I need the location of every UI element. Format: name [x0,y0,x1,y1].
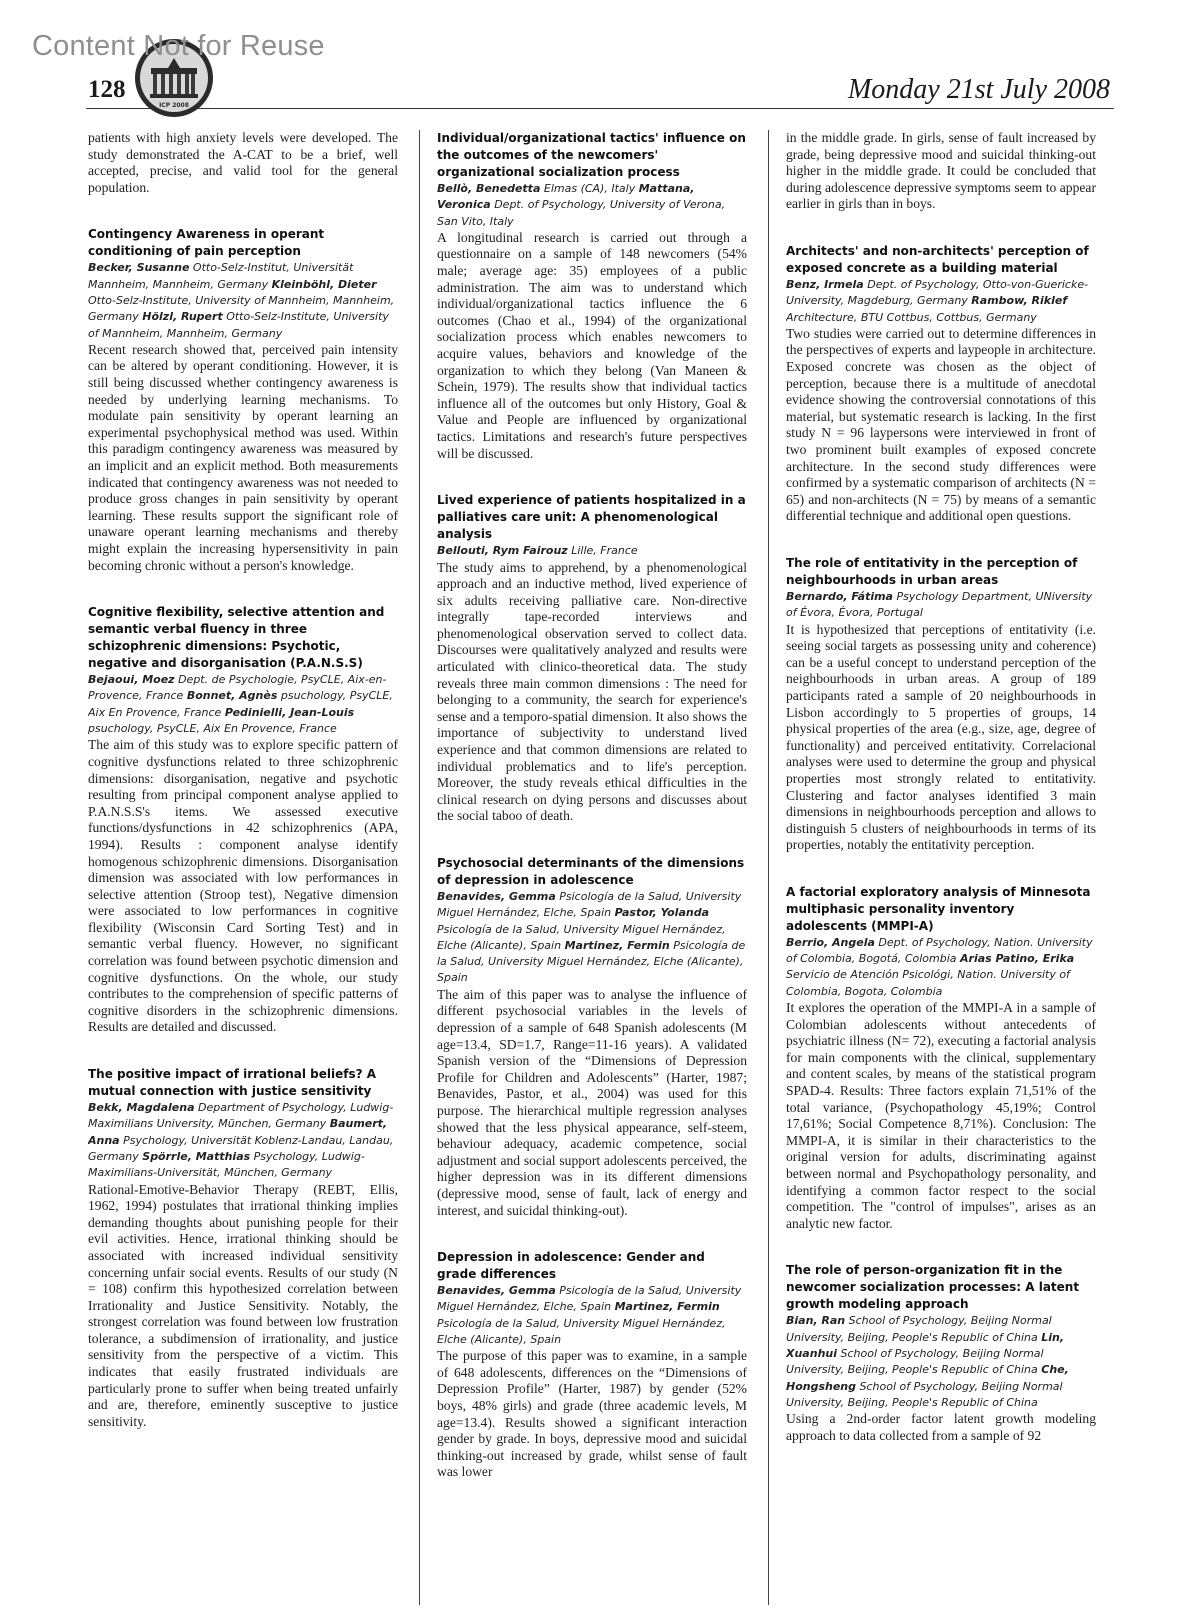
abstract-entry [88,226,398,574]
abstract-entry [437,855,747,1219]
abstract-body: The study aims to apprehend, by a phenomenological approach and an inductive method, lived experience of six adults receiving palliative care. Non-directive integrally tape-recorded interviews and phenomenological observation served to collect data. Discourses were qualitatively analyzed and results were articulated with clinico-theoretical data. The study reveals three main common dimensions : The need for belonging to a community, the search for experience's sense and a temporo-spatial dimension. It also shows the importance of subjectivity to understand lived experience and that common dimensions are related to individual problematics and to life's perception. Moreover, the study reveals ethical difficulties in the clinical research on dying persons and discusses about the social taboo of death. [437,559,747,824]
abstract-authors [786,935,1096,1000]
abstract-body: in the middle grade. In girls, sense of fault increased by grade, being depressive mood and suicidal thinking-out higher in the middle grade. It could be concluded that during adolescence depressive symptoms seem to appear earlier in girls than in boys. [786,130,1096,212]
abstract-body: Rational-Emotive-Behavior Therapy (REBT, Ellis, 1962, 1994) postulates that irrational thinking implies demanding thoughts about punishing people for their evil activities. Hence, irrational thinking should be associated with increased individual sensitivity concerning unfair social events. Results of our study (N = 108) confirm this hypothesized correlation between Irrationality and Justice Sensitivity. Notably, the strongest correlation was found between low frustration tolerance, a subdimension of irrationality, and justice sensitivity from the perspective of a victim. This indicates that easily frustrated individuals are particularly prone to suffer when being treated unfairly and are, therefore, eminently susceptive to justice sensitivity. [88,1181,398,1429]
abstract-authors [88,672,398,737]
author-name: Bellouti, Rym Fairouz [437,544,568,558]
abstract-authors [88,1100,398,1181]
abstract-title: The positive impact of irrational beliefs? A mutual connection with justice sensitivity [88,1067,377,1099]
author-affiliation: Dept. de Psychologie, PsyCLE, Aix-en-Provence, France [88,673,387,703]
abstract-entry [786,1262,1096,1444]
author-name: Benz, Irmela [786,277,864,291]
abstract-authors [437,889,747,987]
abstract-authors [437,1283,747,1348]
abstract-entry [786,555,1096,854]
abstract-entry [786,243,1096,525]
author-name: Bekk, Magdalena [88,1101,195,1115]
abstract-body: It is hypothesized that perceptions of entitativity (i.e. seeing social targets as possessing unity and coherence) can be a useful concept to understand perception of the neighbourhoods in urban areas. A group of 189 participants rated a sample of 20 neighbourhoods in Lisbon accordingly to 5 properties of groups, 14 physical properties of the area (e.g., size, age, degree of functionality) and perceived entitativity. Correlacional analyses were used to determine the group and physical properties most strongly related to entitativity. Clustering and factor analyses identified 3 main dimensions in neighbourhoods perception and allows to distinguish 5 clusters of neighbourhoods in terms of its properties, notably the entitativity perception. [786,621,1096,853]
author-name: Lin, Xuanhui [786,1330,1065,1360]
abstract-authors [88,260,398,341]
abstract-authors [786,277,1096,326]
abstract-entry [437,1249,747,1481]
abstract-entry [88,604,398,1036]
author-name: Baumert, Anna [88,1117,388,1147]
abstract-title: The role of entitativity in the perception of neighbourhoods in urban areas [786,555,1078,587]
column-right [786,130,1096,1605]
abstract-body: Recent research showed that, perceived pain intensity can be altered by operant conditioning. However, it is still being discussed whether contingency awareness is needed by underlying learning mechanisms. To modulate pain sensitivity by operant learning an experimental psychophysical method was used. Within this paradigm contingency awareness was measured by an implicit and an explicit method. Both measurements indicated that contingency awareness was not needed to produce gross changes in pain sensitivity by operant learning. These results support the significant role of unaware operant learning mechanisms and thereby might explain the increasing hypersensitivity in pain becoming chronic without a person's knowledge. [88,341,398,573]
author-affiliation: Psicología de la Salud, University Miguel Hernández, Elche (Alicante), Spain [437,938,746,985]
author-affiliation: Otto-Selz-Institute, University of Mannheim, Mannheim, Germany [88,310,389,340]
abstract-entry [88,130,398,196]
author-name: Benavides, Gemma [437,1284,556,1298]
author-name: Bian, Ran [786,1314,846,1328]
abstract-title: A factorial exploratory analysis of Minnesota multiphasic personality inventory adolescents (MMPI-A) [786,884,1091,933]
author-name: Arias Patino, Erika [960,952,1075,966]
abstract-authors [786,1313,1096,1411]
abstract-body: It explores the operation of the MMPI-A in a sample of Colombian adolescents without antecedents of psychiatric illness (N= 72), executing a factorial analysis for main components with the clinical, supplementary and content scales, by means of the statistical program SPAD-4. Results: Three factors explain 71,51% of the total variance, (Psychopathology 45,19%; Control 17,61%; Social Competence 8,71%). Conclusion: The MMPI-A, it is similar in their characteristics to the original version for adults, discriminating against between normal and Psychopathology personality, and identifying a common factor respect to the social competition. The "control of impulses", arises as an analytic new factor. [786,1000,1096,1231]
abstract-authors [437,181,747,230]
author-affiliation: Elmas (CA), Italy [543,182,636,195]
header-rule [86,108,1114,109]
abstract-title: Individual/organizational tactics' influence on the outcomes of the newcomers' organizational socialization process [437,131,746,179]
author-affiliation: Dept. of Psychology, University of Verona, San Vito, Italy [437,198,726,228]
author-affiliation: Otto-Selz-Institut, Universität Mannheim, Mannheim, Germany [88,261,354,291]
column-divider [768,130,769,1605]
author-name: Hölzl, Rupert [142,310,223,324]
author-name: Rambow, Riklef [971,294,1068,308]
author-name: Pastor, Yolanda [614,906,709,920]
author-affiliation: Dept. of Psychology, Nation. University of Colombia, Bogotá, Colombia [786,935,1093,966]
author-affiliation: Psicología de la Salud, University Miguel Hernández, Elche, Spain [437,1284,742,1314]
abstract-entry [786,130,1096,213]
page-number: 128 [88,76,126,103]
author-name: Che, Hongsheng [786,1363,1069,1393]
author-affiliation: Lille, France [571,544,638,558]
abstract-body: Two studies were carried out to determine differences in the perspectives of experts and laypeople in architecture. Exposed concrete was chosen as the object of perception, because there is a multitude of anecdotal evidence showing the controversial connotations of this material, but systematic research is lacking. In the first study N = 96 laypersons were interviewed in front of two prominent built examples of exposed concrete architecture. In the second study differences were confirmed by a systematic comparison of architects (N = 65) and non-architects (N = 75) by means of a semantic differential technique and additional open questions. [786,325,1096,524]
author-affiliation: psuchology, PsyCLE, Aix En Provence, France [88,689,393,719]
author-name: Martinez, Fermin [614,1300,720,1314]
author-affiliation: Psicología de la Salud, University Miguel Hernández, Elche (Alicante), Spain [437,922,726,952]
author-affiliation: Servicio de Atención Psicológi, Nation. University of Colombia, Bogota, Colombia [786,968,1070,998]
author-name: Bernardo, Fátima [786,589,893,603]
author-affiliation: Architecture, BTU Cottbus, Cottbus, Germany [786,310,1037,324]
author-name: Spörrle, Matthias [142,1149,251,1163]
abstract-body: The aim of this paper was to analyse the influence of different psychosocial variables in the levels of depression of a sample of 648 Spanish adolescents (M age=13.4, SD=1.7, Range=11-16 years). A validated Spanish version of the “Dimensions of Depression Profile for Children and Adolescents” (Harter, 1987; Benavides, Pastor, et al., 2004) was used for this purpose. The hierarchical multiple regression analyses showed that the less physical appearance, self-steem, behaviour adequacy, academic competence, social adjustment and social support adolescents perceived, the higher depression was in its different dimensions (depressive mood, sense of fault, lack of energy and interest, and suicidal thinking-out). [437,986,747,1218]
author-affiliation: Psychology, Universität Koblenz-Landau, Landau, Germany [88,1133,394,1163]
author-affiliation: Psychology Department, UNiversity of Évora, Évora, Portugal [786,589,1093,620]
author-name: Bejaoui, Moez [88,673,175,687]
abstract-body: The aim of this study was to explore specific pattern of cognitive dysfunctions related to three schizophrenic dimensions: disorganisation, negative and psychotic resulting from principal component analyse applied to P.A.N.S.S's items. We assessed executive functions/dysfunctions in 42 schizophrenics (APA, 1994). Results : component analyse identify homogenous schizophrenic dimensions. Disorganisation dimension was associated with low performances in selective attention (Stroop test), Negative dimension were associated to low performances in cognitive flexibility (Wisconsin Card Sorting Test) and in semantic verbal fluency. However, no significant correlation was found between psychotic dimension and cognitive dysfunctions. On the whole, our study contributes to the comprehension of specific patterns of cognitive disorders in the schizophrenic dimensions. Results are detailed and discussed. [88,737,398,1035]
author-affiliation: Dept. of Psychology, Otto-von-Guericke-University, Magdeburg, Germany [786,277,1089,308]
svg-text:ICP 2008: ICP 2008 [159,102,189,109]
abstract-title: Contingency Awareness in operant conditioning of pain perception [88,227,325,259]
abstract-entry [437,492,747,825]
author-name: Bonnet, Agnès [186,689,278,703]
author-affiliation: School of Psychology, Beijing Normal University, Beijing, People's Republic of China [786,1314,1052,1344]
abstract-entry [437,130,747,462]
abstract-authors [786,589,1096,622]
author-name: Martinez, Fermin [564,938,670,952]
author-affiliation: Otto-Selz-Institute, University of Mannheim, Mannheim, Germany [88,293,395,324]
abstract-body: A longitudinal research is carried out through a questionnaire on a sample of 148 newcomers (54% male; average age: 35) employees of a public administration. The aim was to understand which individual/organizational tactics influence the 6 outcomes (Chao et al., 1994) of the organizational socialization process which enables newcomers to acquire values, behaviors and knowledge of the organization to which they belong (Van Maneen & Schein, 1979). The results show that individual tactics influence all of the outcomes but only History, Goal & Value and People are influenced by organizational tactics. Limitations and research's future perspectives will be discussed. [437,229,747,461]
author-affiliation: Psychology, Ludwig-Maximilians-Universität, München, Germany [88,1149,365,1180]
author-name: Pedinielli, Jean-Louis [224,705,355,719]
abstract-title: Psychosocial determinants of the dimensions of depression in adolescence [437,856,745,887]
column-divider [419,130,420,1605]
abstract-title: The role of person-organization fit in the newcomer socialization processes: A latent growth modeling approach [786,1263,1080,1312]
abstract-body: patients with high anxiety levels were developed. The study demonstrated the A-CAT to be a brief, well accepted, precise, and valid tool for the general population. [88,130,398,195]
author-name: Benavides, Gemma [437,890,556,903]
header-date: Monday 21st July 2008 [847,74,1110,105]
author-affiliation: psuchology, PsyCLE, Aix En Provence, France [88,722,337,736]
abstract-title: Cognitive flexibility, selective attention and semantic verbal fluency in three schizophrenic dimensions: Psychotic, negative and disorganisation (P.A.N.S.S) [88,605,385,671]
abstract-authors [437,543,747,559]
author-affiliation: Psicología de la Salud, University Miguel Hernández, Elche (Alicante), Spain [437,1316,726,1346]
author-name: Berrio, Angela [786,935,875,949]
author-affiliation: Psicología de la Salud, University Miguel Hernández, Elche, Spain [437,890,742,920]
abstract-title: Depression in adolescence: Gender and grade differences [437,1250,705,1282]
author-name: Bellò, Benedetta [437,182,541,195]
author-name: Mattana, Veronica [437,182,695,212]
watermark: Content Not for Reuse [32,30,325,62]
abstract-columns [88,130,1112,1605]
column-middle [437,130,747,1605]
author-affiliation: Department of Psychology, Ludwig-Maximilians University, München, Germany [88,1101,394,1131]
abstract-title: Lived experience of patients hospitalized in a palliatives care unit: A phenomenological analysis [437,493,746,542]
author-name: Kleinböhl, Dieter [271,277,377,291]
abstract-body: Using a 2nd-order factor latent growth modeling approach to data collected from a sample of 92 [786,1411,1096,1443]
author-affiliation: School of Psychology, Beijing Normal University, Beijing, People's Republic of China [786,1379,1063,1409]
abstract-entry [88,1066,398,1430]
abstract-body: The purpose of this paper was to examine, in a sample of 648 adolescents, differences on the “Dimensions of Depression Profile” (Harter, 1987) by gender (52% boys, 48% girls) and grade (three academic levels, M age=13.4). Results showed a significant interaction gender by grade. In boys, depressive mood and suicidal thinking-out increased by grade, whilst sense of fault was lower [437,1348,747,1480]
abstract-entry [786,884,1096,1233]
column-left [88,130,398,1605]
author-name: Becker, Susanne [88,261,190,275]
author-affiliation: School of Psychology, Beijing Normal University, Beijing, People's Republic of China [786,1346,1044,1377]
abstract-title: Architects' and non-architects' perception of exposed concrete as a building material [786,243,1089,275]
